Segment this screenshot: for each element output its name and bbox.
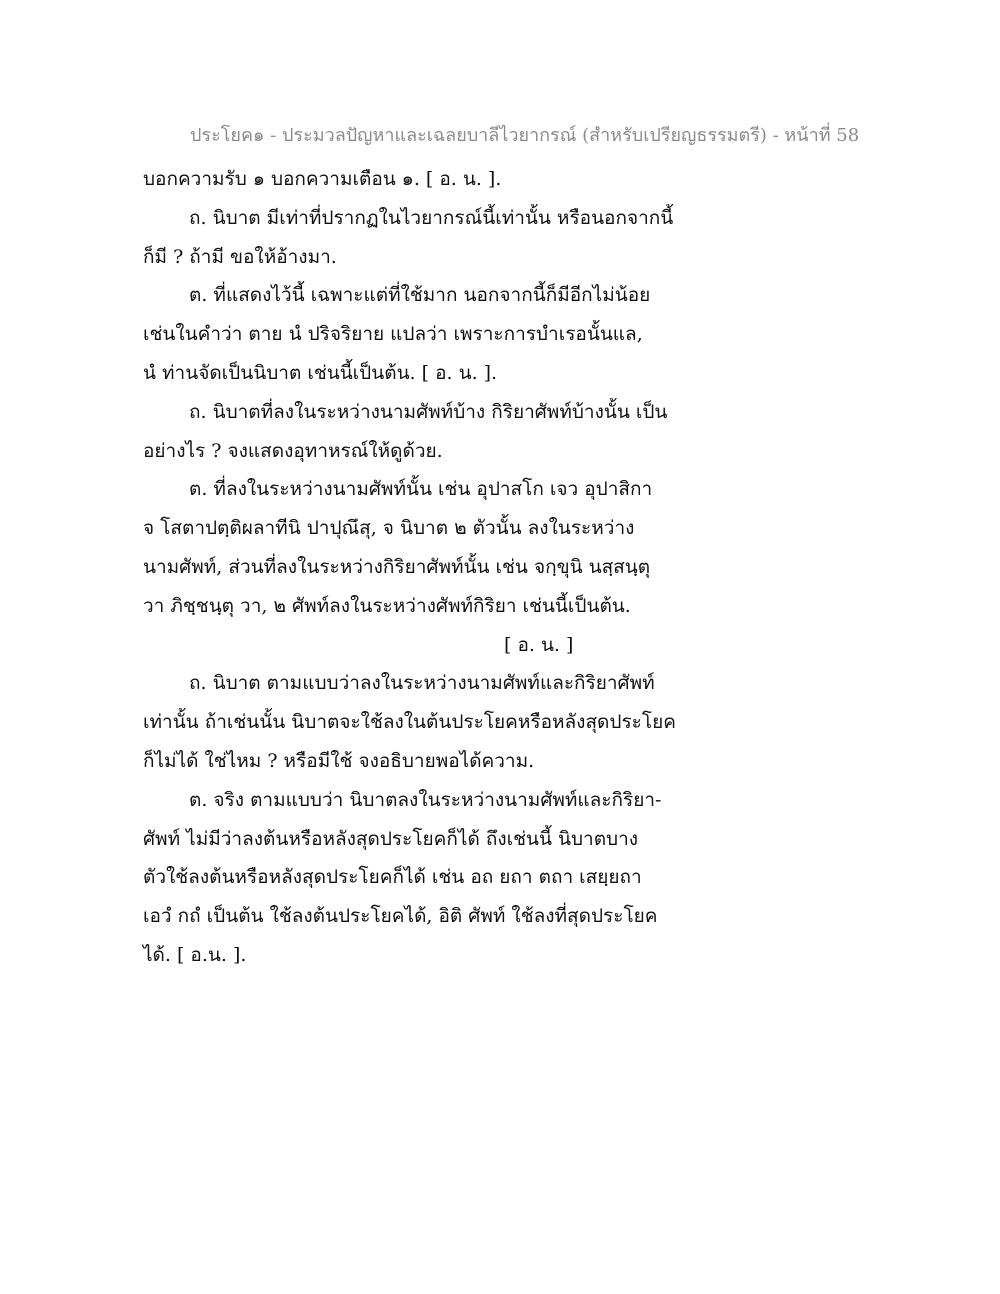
text-line: บอกความรับ ๑ บอกความเตือน ๑. [ อ. น. ]. xyxy=(143,168,502,190)
text-line: เท่านั้น ถ้าเช่นนั้น นิบาตจะใช้ลงในต้นประโยคหรือหลังสุดประโยค xyxy=(143,711,676,734)
text-line: นามศัพท์, ส่วนที่ลงในระหว่างกิริยาศัพท์นั้น เช่น จกฺขุนิ นสฺสนฺตุ xyxy=(143,555,651,578)
text-line: อย่างไร ? จงแสดงอุทาหรณ์ให้ดูด้วย. xyxy=(143,439,443,462)
text-line: ตัวใช้ลงต้นหรือหลังสุดประโยคก็ได้ เช่น อถ ยถา ตถา เสยฺยถา xyxy=(143,866,642,889)
answer-line: ต. ที่ลงในระหว่างนามศัพท์นั้น เช่น อุปาสโก เจว อุปาสิกา xyxy=(189,478,653,501)
text-line: นํ ท่านจัดเป็นนิบาต เช่นนี้เป็นต้น. [ อ. น. ]. xyxy=(143,361,498,384)
running-header: ประโยค๑ - ประมวลปัญหาและเฉลยบาลีไวยากรณ์ (สำหรับเปรียญธรรมตรี) - หน้าที่ 58 xyxy=(190,125,860,146)
text-line: ศัพท์ ไม่มีว่าลงต้นหรือหลังสุดประโยคก็ได้ ถึงเช่นนี้ นิบาตบาง xyxy=(143,827,639,850)
text-line: เอวํ กถํ เป็นต้น ใช้ลงต้นประโยคได้, อิติ ศัพท์ ใช้ลงที่สุดประโยค xyxy=(143,905,658,928)
question-line: ถ. นิบาต มีเท่าที่ปรากฏในไวยากรณ์นี้เท่านั้น หรือนอกจากนี้ xyxy=(189,206,674,229)
question-line: ถ. นิบาตที่ลงในระหว่างนามศัพท์บ้าง กิริยาศัพท์บ้างนั้น เป็น xyxy=(189,400,668,423)
answer-line: ต. จริง ตามแบบว่า นิบาตลงในระหว่างนามศัพท์และกิริยา- xyxy=(189,788,662,811)
answer-line: ต. ที่แสดงไว้นี้ เฉพาะแต่ที่ใช้มาก นอกจากนี้ก็มีอีกไม่น้อย xyxy=(189,284,651,307)
text-line: ก็มี ? ถ้ามี ขอให้อ้างมา. xyxy=(143,245,337,268)
reference-line: [ อ. น. ] xyxy=(504,633,574,656)
text-line: จ โสตาปตฺติผลาทีนิ ปาปุณึสุ, จ นิบาต ๒ ตัวนั้น ลงในระหว่าง xyxy=(143,517,635,540)
text-line: ก็ไม่ได้ ใช่ไหม ? หรือมีใช้ จงอธิบายพอได้ความ. xyxy=(143,749,535,772)
body-text xyxy=(143,160,703,975)
text-line: ได้. [ อ.น. ]. xyxy=(143,943,247,966)
text-line: เช่นในคำว่า ตาย นํ ปริจริยาย แปลว่า เพราะการบำเรอนั้นแล, xyxy=(143,323,643,346)
text-line: วา ภิชฺชนฺตุ วา, ๒ ศัพท์ลงในระหว่างศัพท์กิริยา เช่นนี้เป็นต้น. xyxy=(143,594,631,617)
question-line: ถ. นิบาต ตามแบบว่าลงในระหว่างนามศัพท์และกิริยาศัพท์ xyxy=(189,672,655,695)
